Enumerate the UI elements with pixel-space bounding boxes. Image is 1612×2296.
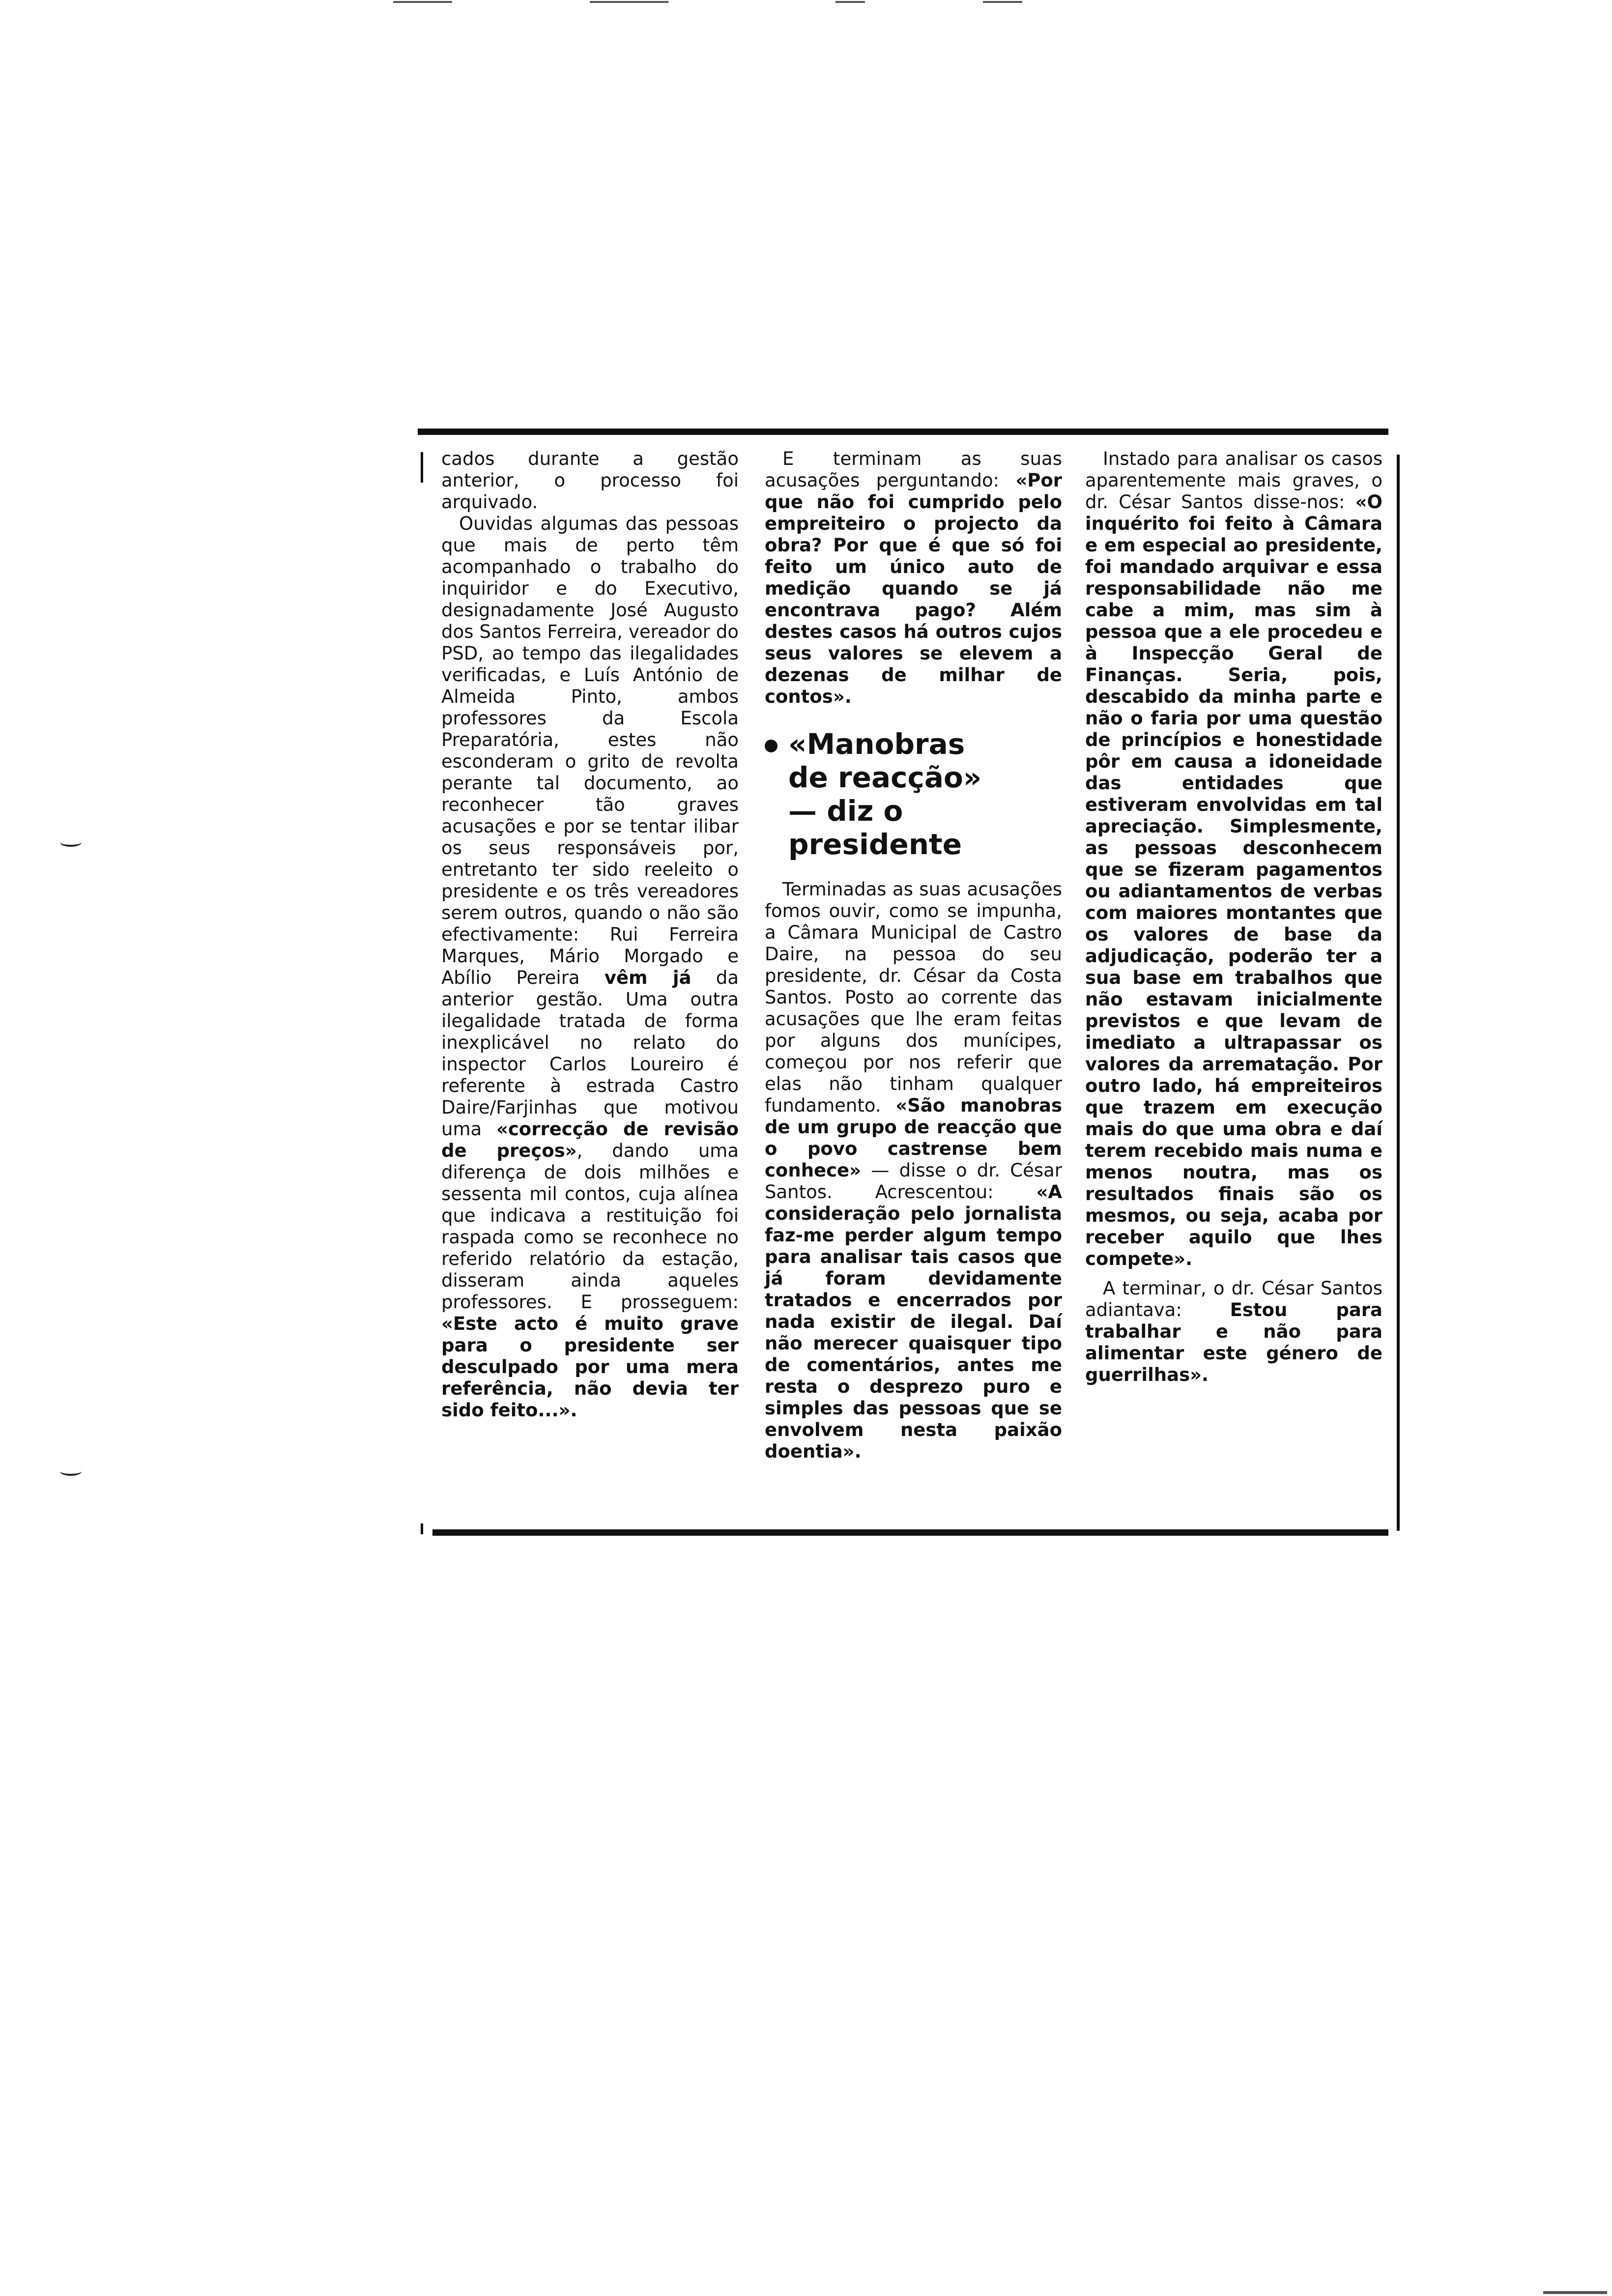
- scan-mark-top-1: [393, 1, 452, 3]
- scan-mark-top-3: [835, 1, 865, 3]
- column-2-quote-1: «Por que não foi cumprido pelo empreiteiro o projecto da obra? Por que é que só foi feito um único auto de medição quando se já encontrava pago? Além destes casos há outros cujos seus valores se elevem a dezenas de milhar de contos».: [765, 470, 1062, 707]
- left-margin-line: [421, 452, 423, 483]
- right-margin-line: [1397, 455, 1400, 1531]
- column-1-paragraph-1: cados durante a gestão anterior, o processo foi arquivado.: [441, 448, 739, 513]
- scan-mark-bottom-right: [1543, 2291, 1607, 2294]
- column-2-paragraph-1: E terminam as suas acusações perguntando: «Por que não foi cumprido pelo empreiteiro o projecto da obra? Por que é que só foi feito um único auto de medição quando se já encontrava pago? Além destes casos há outros cujos seus valores se elevem a dezenas de milhar de contos».: [765, 448, 1062, 707]
- column-3-quote: «O inquérito foi feito à Câmara e em especial ao presidente, foi mandado arquivar e essa responsabilidade não me cabe a mim, mas sim à pessoa que a ele procedeu e à Inspecção Geral de Finanças. Seria, pois, descabido da minha parte e não o faria por uma questão de princípios e honestidade pôr em causa a idoneidade das entidades que estiveram envolvidas em tal apreciação. Simplesmente, as pessoas desconhecem que se fizeram pagamentos ou adiantamentos de verbas com maiores montantes que os valores de base da adjudicação, poderão ter a sua base em trabalhos que não estavam inicialmente previstos e que levam de imediato a ultrapassar os valores da arrematação. Por outro lado, há empreiteiros que trazem em execução mais do que uma obra e daí terem recebido mais numa e menos noutra, mas os resultados finais são os mesmos, ou seja, acaba por receber aquilo que lhes compete».: [1085, 491, 1383, 1269]
- binding-mark-2: [60, 1467, 82, 1476]
- column-2-paragraph-2: Terminadas as suas acusações fomos ouvir, como se impunha, a Câmara Municipal de Castro Daire, na pessoa do seu presidente, dr. César da Costa Santos. Posto ao corrente das acusações que lhe eram feitas por alguns dos munícipes, começou por nos referir que elas não tinham qualquer fundamento. «São manobras de um grupo de reacção que o povo castrense bem conhece» — disse o dr. César Santos. Acrescentou: «A consideração pelo jornalista faz-me perder algum tempo para analisar tais casos que já foram devidamente tratados e encerrados por nada existir de ilegal. Daí não merecer quaisquer tipo de comentários, antes me resta o desprezo puro e simples das pessoas que se envolvem nesta paixão doentia».: [765, 879, 1063, 1462]
- column-1-paragraph-2: Ouvidas algumas das pessoas que mais de perto têm acompanhado o trabalho do inquiridor e do Executivo, designadamente José Augusto dos Santos Ferreira, vereador do PSD, ao tempo das ilegalidades verificadas, e Luís António de Almeida Pinto, ambos professores da Escola Preparatória, estes não esconderam o grito de revolta perante tal documento, ao reconhecer tão graves acusações e por se tentar ilibar os seus responsáveis por, entretanto ter sido reeleito o presidente e os três vereadores serem outros, quando o não são efectivamente: Rui Ferreira Marques, Mário Morgado e Abílio Pereira vêm já da anterior gestão. Uma outra ilegalidade tratada de forma inexplicável no relato do inspector Carlos Loureiro é referente à estrada Castro Daire/Farjinhas que motivou uma «correcção de revisão de preços», dando uma diferença de dois milhões e sessenta mil contos, cuja alínea que indicava a restituição foi raspada como se reconhece no referido relatório da estação, disseram ainda aqueles professores. E prosseguem: «Este acto é muito grave para o presidente ser desculpado por uma mera referência, não devia ter sido feito...».: [441, 513, 739, 1421]
- section-heading: «Manobras de reacção» — diz o presidente: [765, 727, 1062, 861]
- scan-mark-top-2: [590, 1, 668, 3]
- article-column-1: [441, 448, 739, 1421]
- column-3-paragraph-2: A terminar, o dr. César Santos adiantava: Estou para trabalhar e não para alimentar este género de guerrilhas».: [1085, 1278, 1382, 1385]
- left-margin-tick: [421, 1523, 423, 1534]
- column-1-quote: «Este acto é muito grave para o presidente ser desculpado por uma mera referência, não devia ter sido feito...».: [441, 1313, 739, 1421]
- article-column-3: [1085, 448, 1382, 1386]
- bullet-icon: [765, 740, 777, 752]
- top-rule: [418, 429, 1388, 435]
- scan-mark-top-4: [983, 1, 1022, 3]
- binding-mark-1: [60, 838, 82, 847]
- column-3-paragraph-1: Instado para analisar os casos aparentemente mais graves, o dr. César Santos disse-nos: «O inquérito foi feito à Câmara e em especial ao presidente, foi mandado arquivar e essa responsabilidade não me cabe a mim, mas sim à pessoa que a ele procedeu e à Inspecção Geral de Finanças. Seria, pois, descabido da minha parte e não o faria por uma questão de princípios e honestidade pôr em causa a idoneidade das entidades que estiveram envolvidas em tal apreciação. Simplesmente, as pessoas desconhecem que se fizeram pagamentos ou adiantamentos de verbas com maiores montantes que os valores de base da adjudicação, poderão ter a sua base em trabalhos que não estavam inicialmente previstos e que levam de imediato a ultrapassar os valores da arrematação. Por outro lado, há empreiteiros que trazem em execução mais do que uma obra e daí terem recebido mais numa e menos noutra, mas os resultados finais são os mesmos, ou seja, acaba por receber aquilo que lhes compete».: [1085, 448, 1383, 1269]
- article-column-2: [765, 448, 1062, 1463]
- bottom-rule: [432, 1529, 1388, 1536]
